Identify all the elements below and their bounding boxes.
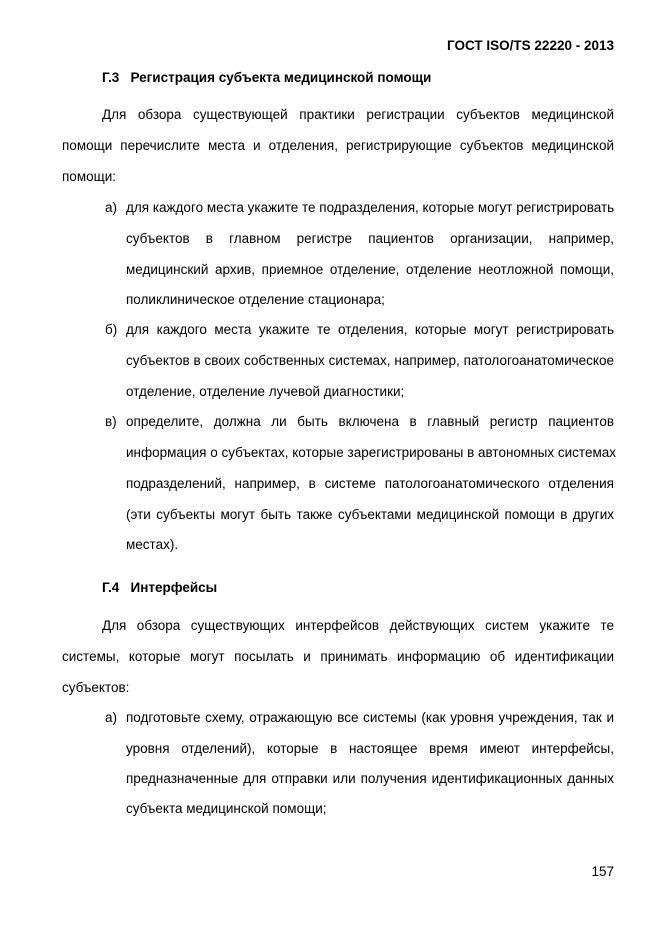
paragraph-line: Для обзора существующей практики регистрации субъектов медицинской xyxy=(102,107,614,122)
list-item-line: отделение, отделение лучевой диагностики; xyxy=(126,384,405,399)
paragraph-line: субъектов: xyxy=(62,680,130,695)
list-item-line: предназначенные для отправки или получения идентификационных данных xyxy=(126,771,614,786)
section-number: Г.4 xyxy=(102,580,120,595)
document-header: ГОСТ ISO/TS 22220 - 2013 xyxy=(447,38,614,53)
list-item-line: определите, должна ли быть включена в главный регистр пациентов xyxy=(126,414,614,429)
list-item-line: медицинский архив, приемное отделение, отделение неотложной помощи, xyxy=(126,262,614,277)
section-heading-g4 xyxy=(102,580,217,595)
paragraph-line: системы, которые могут посылать и принимать информацию об идентификации xyxy=(62,649,614,664)
list-item-line: субъекта медицинской помощи; xyxy=(126,801,327,816)
section-number: Г.3 xyxy=(102,70,120,85)
section-heading-g3 xyxy=(102,70,431,85)
list-item-line: местах). xyxy=(126,537,179,552)
list-item-line: (эти субъекты могут быть также субъектами медицинской помощи в других xyxy=(126,507,614,522)
list-item-line: информация о субъектах, которые зарегистрированы в автономных системах xyxy=(126,445,616,460)
paragraph-line: помощи: xyxy=(62,169,117,184)
list-item-line: подготовьте схему, отражающую все системы (как уровня учреждения, так и xyxy=(126,710,614,725)
list-item-line: поликлиническое отделение стационара; xyxy=(126,292,385,307)
section-title: Регистрация субъекта медицинской помощи xyxy=(130,70,432,85)
list-item-line: подразделений, например, в системе патологоанатомического отделения xyxy=(126,476,614,491)
list-item-line: субъектов в главном регистре пациентов организации, например, xyxy=(126,231,614,246)
page-number: 157 xyxy=(591,864,614,879)
section-title: Интерфейсы xyxy=(130,580,218,595)
list-item-line: субъектов в своих собственных системах, например, патологоанатомическое xyxy=(126,353,614,368)
paragraph-line: Для обзора существующих интерфейсов действующих систем укажите те xyxy=(102,618,614,633)
paragraph-line: помощи перечислите места и отделения, регистрирующие субъектов медицинской xyxy=(62,138,614,153)
list-item-line: уровня отделений), которые в настоящее время имеют интерфейсы, xyxy=(126,741,614,756)
list-item-label: б) xyxy=(105,322,118,337)
list-item-label: а) xyxy=(105,200,118,215)
list-item-line: для каждого места укажите те подразделения, которые могут регистрировать xyxy=(126,200,615,215)
list-item-line: для каждого места укажите те отделения, которые могут регистрировать xyxy=(126,322,614,337)
list-item-label: в) xyxy=(105,414,117,429)
list-item-label: а) xyxy=(105,710,118,725)
